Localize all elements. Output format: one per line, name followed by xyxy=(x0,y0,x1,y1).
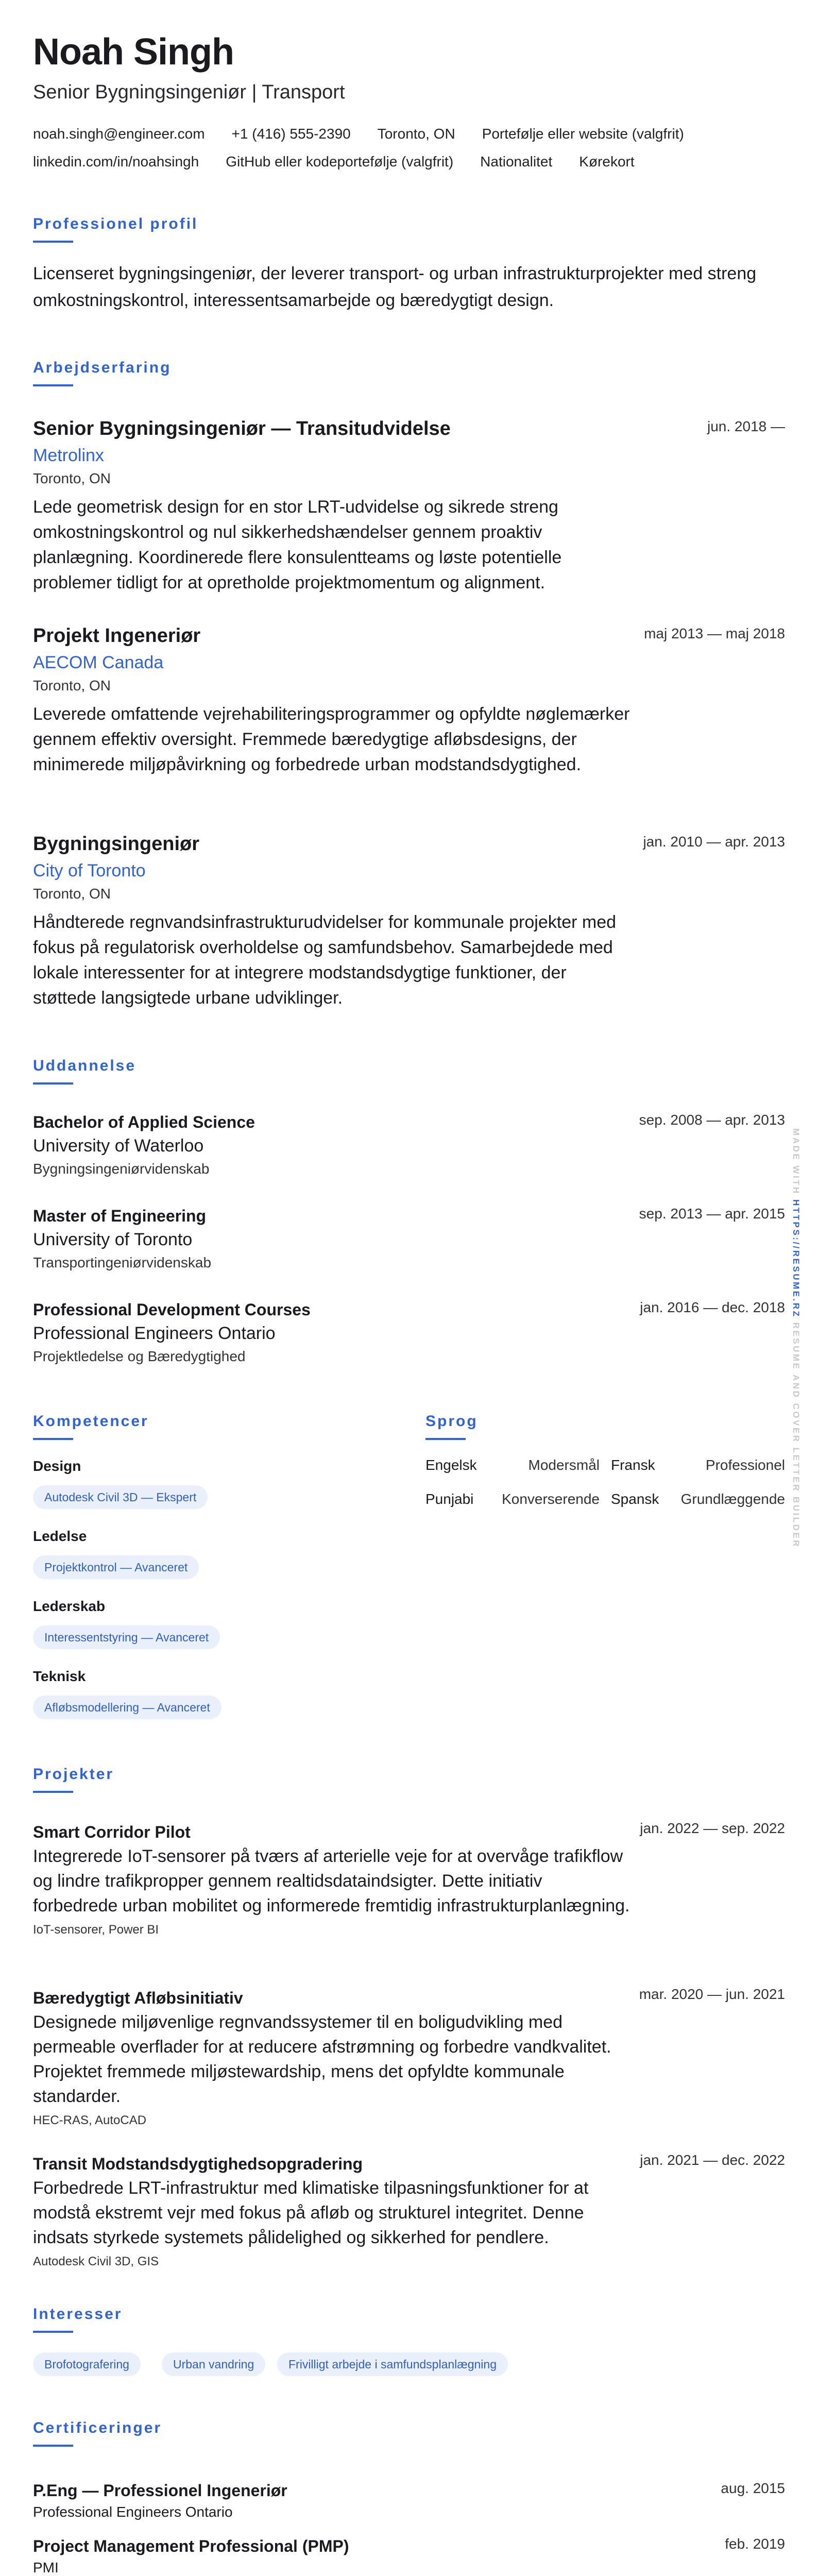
education-field: Projektledelse og Bæredygtighed xyxy=(33,1348,246,1364)
project-dates: jan. 2021 — dec. 2022 xyxy=(640,2152,785,2168)
contact-phone[interactable]: +1 (416) 555-2390 xyxy=(231,126,351,142)
project-tools: HEC-RAS, AutoCAD xyxy=(33,2113,147,2127)
job-title: Senior Bygningsingeniør — Transitudvidelse xyxy=(33,418,451,439)
builder-watermark xyxy=(791,1128,801,1548)
interest-chip: Urban vandring xyxy=(162,2352,265,2376)
contact-portfolio[interactable]: Portefølje eller website (valgfrit) xyxy=(482,126,684,142)
language-name: Spansk xyxy=(611,1491,659,1507)
section-title-skills: Kompetencer xyxy=(33,1413,149,1430)
contact-location: Toronto, ON xyxy=(377,126,455,142)
language-name: Punjabi xyxy=(425,1491,474,1507)
project-dates: mar. 2020 — jun. 2021 xyxy=(639,1986,785,2002)
interest-chip: Frivilligt arbejde i samfundsplanlægning xyxy=(277,2352,508,2376)
education-item xyxy=(33,1111,785,1180)
skill-category: Design xyxy=(33,1458,81,1474)
job-company[interactable]: Metrolinx xyxy=(33,446,104,465)
project-description: Forbedrede LRT-infrastruktur med klimatiske tilpasningsfunktioner for at modstå ekstremt vejr med fokus på afløb og strukturel integritet. Denne indsats styrkede systemets pålidelighed og sikkerhed for pendlere. xyxy=(33,2178,589,2247)
education-dates: sep. 2013 — apr. 2015 xyxy=(639,1206,785,1222)
project-item xyxy=(33,2152,785,2272)
candidate-headline: Senior Bygningsingeniør | Transport xyxy=(33,81,345,103)
education-field: Transportingeniørvidenskab xyxy=(33,1255,212,1270)
project-tools: IoT-sensorer, Power BI xyxy=(33,1923,159,1937)
education-institution: University of Waterloo xyxy=(33,1136,204,1156)
language-level: Konverserende xyxy=(502,1491,600,1507)
certification-item xyxy=(33,2479,785,2522)
job-title: Projekt Ingeneriør xyxy=(33,625,201,647)
job-dates: jan. 2010 — apr. 2013 xyxy=(643,834,785,850)
section-rule xyxy=(33,1791,73,1793)
section-title-education: Uddannelse xyxy=(33,1057,137,1074)
certification-issuer: Professional Engineers Ontario xyxy=(33,2504,233,2520)
job-title: Bygningsingeniør xyxy=(33,833,199,855)
education-dates: jan. 2016 — dec. 2018 xyxy=(640,1299,785,1315)
project-tools: Autodesk Civil 3D, GIS xyxy=(33,2255,159,2268)
project-description: Integrerede IoT-sensorer på tværs af arterielle veje for at overvåge trafikflow og lindre trafikpropper gennem realtidsdataindsigter. Dette initiativ forbedrede urban mobilitet og informerede fremtidig infrastrukturplanlægning. xyxy=(33,1846,630,1916)
interest-chip: Brofotografering xyxy=(33,2352,141,2376)
contact-email[interactable]: noah.singh@engineer.com xyxy=(33,126,205,142)
skill-chip: Afløbsmodellering — Avanceret xyxy=(33,1696,221,1719)
certification-date: feb. 2019 xyxy=(725,2536,785,2552)
candidate-name: Noah Singh xyxy=(33,31,234,73)
job-location: Toronto, ON xyxy=(33,886,111,902)
project-dates: jan. 2022 — sep. 2022 xyxy=(640,1820,785,1836)
language-name: Engelsk xyxy=(425,1457,477,1473)
education-institution: Professional Engineers Ontario xyxy=(33,1324,276,1343)
section-rule xyxy=(33,2331,73,2333)
watermark-prefix: MADE WITH xyxy=(791,1128,801,1199)
language-name: Fransk xyxy=(611,1457,655,1473)
project-item xyxy=(33,1986,785,2130)
experience-item xyxy=(33,623,785,777)
contact-github[interactable]: GitHub eller kodeportefølje (valgfrit) xyxy=(226,154,454,170)
education-degree: Professional Development Courses xyxy=(33,1300,311,1319)
project-name: Transit Modstandsdygtighedsopgradering xyxy=(33,2155,363,2173)
education-item xyxy=(33,1298,785,1367)
education-item xyxy=(33,1205,785,1274)
project-description: Designede miljøvenlige regnvandssystemer til en boligudvikling med permeable overflader for at reducere afstrømning og forbedre vandkvalitet. Projektet fremmede miljøstewardship, mens det opfyldte kommunale standarder. xyxy=(33,2012,611,2106)
contact-info xyxy=(33,124,754,172)
job-company[interactable]: City of Toronto xyxy=(33,861,146,880)
skill-category: Teknisk xyxy=(33,1668,86,1684)
certification-item xyxy=(33,2535,785,2576)
job-description: Lede geometrisk design for en stor LRT-udvidelse og sikrede streng omkostningskontrol og nul sikkerhedshændelser gennem proaktiv planlægning. Koordinerede flere konsulentteams og løste potentielle problemer tidligt for at opretholde projektmomentum og alignment. xyxy=(33,497,562,592)
section-title-languages: Sprog xyxy=(425,1413,478,1430)
job-company[interactable]: AECOM Canada xyxy=(33,653,164,672)
section-title-interests: Interesser xyxy=(33,2306,123,2323)
job-dates: maj 2013 — maj 2018 xyxy=(644,625,785,641)
job-description: Leverede omfattende vejrehabiliteringsprogrammer og opfyldte nøglemærker gennem effektiv oversight. Fremmede bæredygtige afløbsdesigns, der minimerede miljøpåvirkning og forbedrede urban modstandsdygtighed. xyxy=(33,704,630,774)
education-degree: Master of Engineering xyxy=(33,1207,207,1225)
contact-linkedin[interactable]: linkedin.com/in/noahsingh xyxy=(33,154,199,170)
experience-item xyxy=(33,832,785,1011)
contact-license: Kørekort xyxy=(579,154,635,170)
education-dates: sep. 2008 — apr. 2013 xyxy=(639,1112,785,1128)
skill-category: Lederskab xyxy=(33,1598,106,1614)
section-rule xyxy=(33,2445,73,2447)
watermark-link[interactable]: HTTPS://RESUME.RZ xyxy=(791,1199,801,1318)
section-rule xyxy=(33,384,73,386)
certification-issuer: PMI xyxy=(33,2560,59,2575)
project-name: Smart Corridor Pilot xyxy=(33,1823,191,1841)
language-level: Grundlæggende xyxy=(680,1491,785,1507)
education-degree: Bachelor of Applied Science xyxy=(33,1113,255,1131)
experience-item xyxy=(33,416,785,596)
education-institution: University of Toronto xyxy=(33,1230,193,1249)
section-rule xyxy=(33,241,73,243)
section-title-profile: Professionel profil xyxy=(33,215,198,232)
watermark-suffix: RESUME AND COVER LETTER BUILDER xyxy=(791,1318,801,1549)
contact-nationality: Nationalitet xyxy=(480,154,553,170)
skill-category: Ledelse xyxy=(33,1528,87,1544)
section-rule xyxy=(425,1438,466,1440)
section-title-experience: Arbejdserfaring xyxy=(33,359,172,376)
job-location: Toronto, ON xyxy=(33,677,111,693)
skill-chip: Interessentstyring — Avanceret xyxy=(33,1625,220,1649)
section-title-projects: Projekter xyxy=(33,1766,114,1783)
skill-chip: Autodesk Civil 3D — Ekspert xyxy=(33,1485,208,1509)
section-title-certifications: Certificeringer xyxy=(33,2419,162,2436)
certification-name: P.Eng — Professionel Ingeneriør xyxy=(33,2481,287,2500)
certification-name: Project Management Professional (PMP) xyxy=(33,2537,349,2555)
section-rule xyxy=(33,1438,73,1440)
skill-chip: Projektkontrol — Avanceret xyxy=(33,1555,199,1579)
project-name: Bæredygtigt Afløbsinitiativ xyxy=(33,1989,243,2007)
language-level: Modersmål xyxy=(528,1457,600,1473)
job-location: Toronto, ON xyxy=(33,470,111,486)
language-level: Professionel xyxy=(705,1457,785,1473)
section-rule xyxy=(33,1082,73,1084)
certification-date: aug. 2015 xyxy=(721,2480,785,2496)
project-item xyxy=(33,1820,785,1940)
profile-summary: Licenseret bygningsingeniør, der leverer transport- og urban infrastrukturprojekter med streng omkostningskontrol, interessentsamarbejde og bæredygtigt design. xyxy=(33,264,757,310)
job-dates: jun. 2018 — xyxy=(707,418,785,434)
job-description: Håndterede regnvandsinfrastrukturudvidelser for kommunale projekter med fokus på regulatorisk overholdelse og samfundsbehov. Samarbejdede med lokale interessenter for at integrere modstandsdygtige funktioner, der støttede langsigtede urbane udviklinger. xyxy=(33,912,617,1008)
education-field: Bygningsingeniørvidenskab xyxy=(33,1161,210,1177)
